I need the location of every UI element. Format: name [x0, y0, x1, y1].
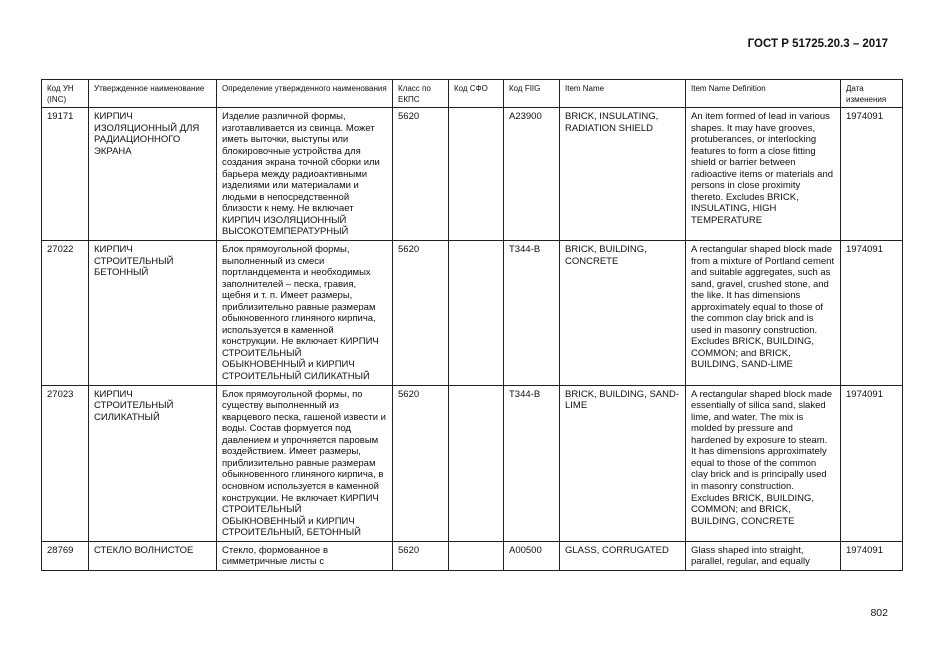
table-row	[42, 241, 903, 386]
table-row	[42, 108, 903, 241]
cell-item-definition: A rectangular shaped block made from a mixture of Portland cement and suitable aggregates, such as sand, gravel, crushed stone, and the like. It has dimensions approximately equal to those of the common clay brick and is used in masonry construction. Excludes BRICK, BUILDING, COMMON; and BRICK, BUILDING, SAND-LIME	[686, 241, 841, 386]
cell-item-name: BRICK, BUILDING, SAND-LIME	[560, 385, 686, 541]
cell-fiig-code: T344-B	[504, 385, 560, 541]
cell-ekps-class: 5620	[393, 541, 449, 570]
cell-ekps-class: 5620	[393, 241, 449, 386]
column-header-item-definition: Item Name Definition	[686, 80, 841, 108]
cell-definition: Блок прямоугольной формы, по существу выполненный из кварцевого песка, гашеной извести и воды. Состав формуется под давлением и упрочняется паровым воздействием. Имеет размеры, приблизительно равные размерам обыкновенного глиняного кирпича, в основном используется в каменной конструкции. Не включает КИРПИЧ СТРОИТЕЛЬНЫЙ ОБЫКНОВЕННЫЙ и КИРПИЧ СТРОИТЕЛЬНЫЙ, БЕТОННЫЙ	[217, 385, 393, 541]
cell-inc: 28769	[42, 541, 89, 570]
column-header-change-date: Дата изменения	[841, 80, 903, 108]
cell-item-name: GLASS, CORRUGATED	[560, 541, 686, 570]
column-header-approved-name: Утвержденное наименование	[89, 80, 217, 108]
cell-inc: 27023	[42, 385, 89, 541]
page-number: 802	[870, 607, 888, 619]
cell-definition: Изделие различной формы, изготавливается из свинца. Может иметь выточки, выступы или блокировочные устройства для создания экрана точной сборки или барьера между радиоактивными изделиями или материалами и людьми в непосредственной близости к нему. Не включает КИРПИЧ ИЗОЛЯЦИОННЫЙ ВЫСОКОТЕМПЕРАТУРНЫЙ	[217, 108, 393, 241]
cell-inc: 19171	[42, 108, 89, 241]
document-code: ГОСТ Р 51725.20.3 – 2017	[747, 38, 888, 50]
cell-approved-name: КИРПИЧ ИЗОЛЯЦИОННЫЙ ДЛЯ РАДИАЦИОННОГО ЭКРАНА	[89, 108, 217, 241]
cell-item-definition	[686, 541, 841, 570]
cell-item-name: BRICK, BUILDING, CONCRETE	[560, 241, 686, 386]
cell-change-date: 1974091	[841, 241, 903, 386]
cell-approved-name: СТЕКЛО ВОЛНИСТОЕ	[89, 541, 217, 570]
table-row	[42, 541, 903, 570]
cell-fiig-code: A23900	[504, 108, 560, 241]
cell-definition-text: Стекло, формованное в симметричные листы с	[222, 544, 329, 568]
cell-fiig-code: T344-B	[504, 241, 560, 386]
cell-change-date: 1974091	[841, 541, 903, 570]
column-header-definition: Определение утвержденного наименования	[217, 80, 393, 108]
cell-ekps-class: 5620	[393, 108, 449, 241]
cell-item-definition: A rectangular shaped block made essentially of silica sand, slaked lime, and water. The mix is molded by pressure and hardened by exposure to steam. It has dimensions approximately equal to those of the common clay brick and is principally used in masonry construction. Excludes BRICK, BUILDING, COMMON; and BRICK, BUILDING, CONCRETE	[686, 385, 841, 541]
cell-fiig-code: A00500	[504, 541, 560, 570]
column-header-inc: Код УН (INC)	[42, 80, 89, 108]
cell-definition: Блок прямоугольной формы, выполненный из смеси портландцемента и необходимых заполнителей – песка, гравия, щебня и т. п. Имеет размеры, приблизительно равные размерам обыкновенного глиняного кирпича, используется в каменной конструкции. Не включает КИРПИЧ СТРОИТЕЛЬНЫЙ ОБЫКНОВЕННЫЙ и КИРПИЧ СТРОИТЕЛЬНЫЙ СИЛИКАТНЫЙ	[217, 241, 393, 386]
catalog-table	[41, 79, 903, 571]
cell-item-definition: An item formed of lead in various shapes. It may have grooves, protuberances, or interlocking features to form a close fitting shield or barrier between radioactive items or materials and persons in close proximity thereto. Excludes BRICK, INSULATING, HIGH TEMPERATURE	[686, 108, 841, 241]
cell-ekps-class: 5620	[393, 385, 449, 541]
cell-item-name: BRICK, INSULATING, RADIATION SHIELD	[560, 108, 686, 241]
cell-item-definition-text: Glass shaped into straight, parallel, regular, and equally	[691, 544, 810, 568]
cell-change-date: 1974091	[841, 108, 903, 241]
cell-approved-name: КИРПИЧ СТРОИТЕЛЬНЫЙ БЕТОННЫЙ	[89, 241, 217, 386]
cell-approved-name: КИРПИЧ СТРОИТЕЛЬНЫЙ СИЛИКАТНЫЙ	[89, 385, 217, 541]
table-row	[42, 385, 903, 541]
column-header-fiig-code: Код FIIG	[504, 80, 560, 108]
column-header-ekps-class: Класс по ЕКПС	[393, 80, 449, 108]
cell-sfo-code	[449, 385, 504, 541]
table-header-row	[42, 80, 903, 108]
cell-sfo-code	[449, 241, 504, 386]
column-header-sfo-code: Код СФО	[449, 80, 504, 108]
cell-definition	[217, 541, 393, 570]
cell-inc: 27022	[42, 241, 89, 386]
cell-change-date: 1974091	[841, 385, 903, 541]
column-header-item-name: Item Name	[560, 80, 686, 108]
cell-sfo-code	[449, 541, 504, 570]
cell-sfo-code	[449, 108, 504, 241]
